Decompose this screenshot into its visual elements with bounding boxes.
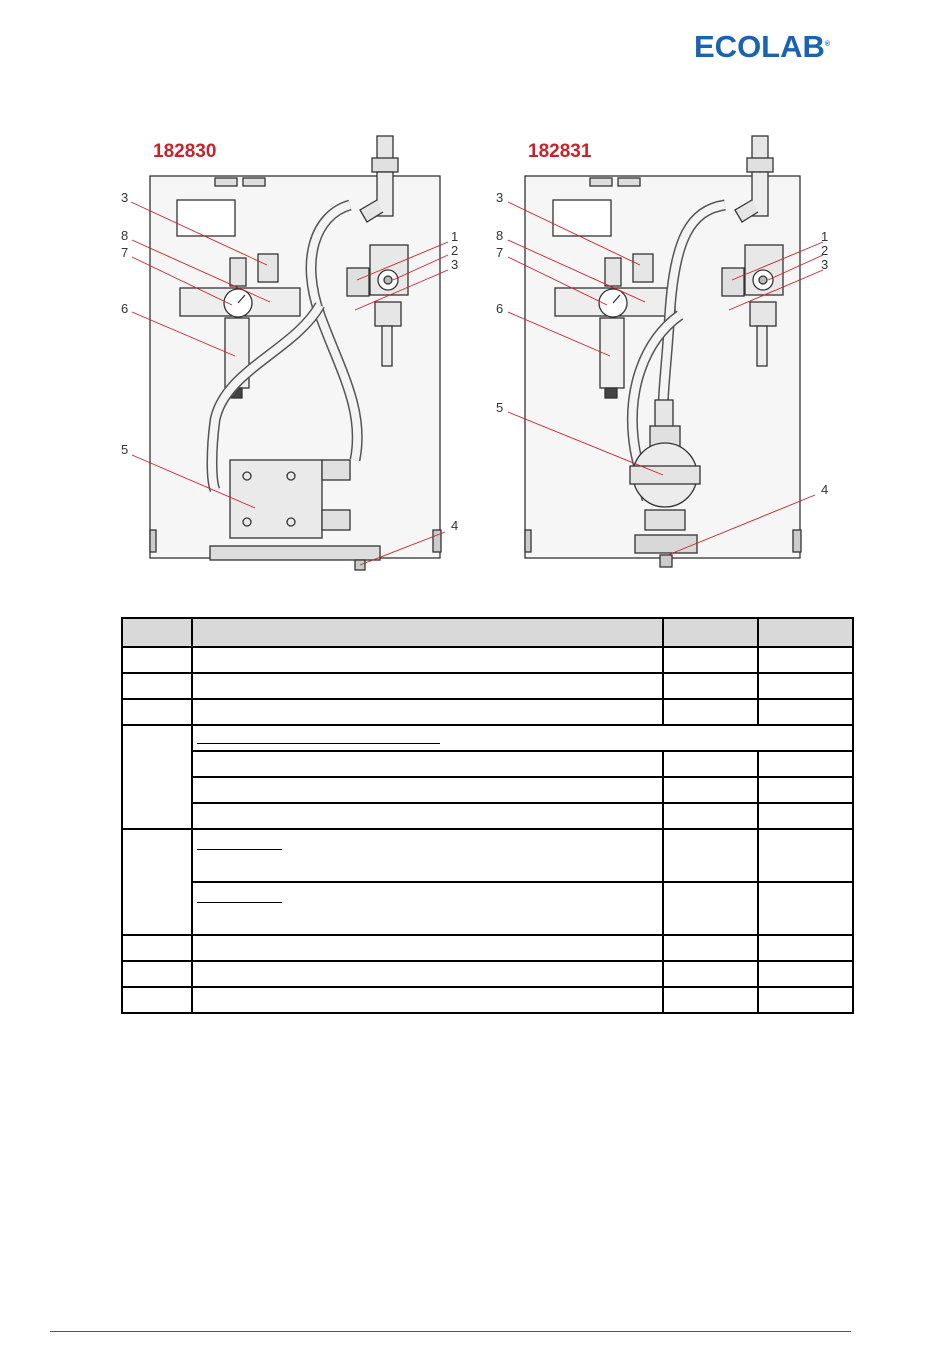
table-cell xyxy=(663,935,758,961)
callout-label: 1 xyxy=(821,229,829,244)
model-number-right: 182831 xyxy=(528,141,592,162)
callout-label: 2 xyxy=(451,243,459,258)
group-heading-cell xyxy=(192,725,853,751)
table-cell xyxy=(663,829,758,882)
table-cell xyxy=(663,961,758,987)
table-cell xyxy=(758,647,853,673)
callout-label: 8 xyxy=(496,228,504,243)
callout-label: 3 xyxy=(121,190,129,205)
table-cell xyxy=(122,829,192,935)
panel-right xyxy=(525,136,801,567)
table-cell xyxy=(758,777,853,803)
parts-table xyxy=(121,617,854,1014)
table-cell xyxy=(758,961,853,987)
table-cell xyxy=(663,803,758,829)
table-cell xyxy=(192,777,663,803)
header-cell xyxy=(122,618,192,647)
header-cell xyxy=(192,618,663,647)
table-cell xyxy=(122,647,192,673)
model-number-left: 182830 xyxy=(153,141,217,162)
callout-label: 2 xyxy=(821,243,829,258)
table-row xyxy=(122,725,853,751)
table-cell xyxy=(122,987,192,1013)
variant-cell xyxy=(192,829,663,882)
header-cell xyxy=(663,618,758,647)
table-row xyxy=(122,882,853,935)
variant-cell xyxy=(192,882,663,935)
panel-left xyxy=(150,136,441,570)
table-cell xyxy=(663,882,758,935)
callout-label: 4 xyxy=(821,482,829,497)
logo-text: ECOLAB xyxy=(694,29,825,64)
table-cell xyxy=(192,961,663,987)
table-cell xyxy=(663,777,758,803)
table-cell xyxy=(192,751,663,777)
table-cell xyxy=(663,751,758,777)
callout-label: 1 xyxy=(451,229,459,244)
callout-label: 5 xyxy=(121,442,129,457)
table-row xyxy=(122,935,853,961)
table-cell xyxy=(192,699,663,725)
table-cell xyxy=(192,803,663,829)
table-row xyxy=(122,961,853,987)
callout-label: 6 xyxy=(121,301,129,316)
callout-label: 7 xyxy=(496,245,504,260)
footer-divider xyxy=(50,1331,851,1332)
table-cell xyxy=(663,647,758,673)
table-cell xyxy=(122,699,192,725)
table-cell xyxy=(758,987,853,1013)
equipment-diagram xyxy=(115,130,855,580)
callout-label: 7 xyxy=(121,245,129,260)
table-cell xyxy=(122,935,192,961)
table-row xyxy=(122,803,853,829)
callout-label: 6 xyxy=(496,301,504,316)
table-row xyxy=(122,699,853,725)
table-cell xyxy=(192,935,663,961)
table-cell xyxy=(758,829,853,882)
table-row xyxy=(122,751,853,777)
table-cell xyxy=(122,961,192,987)
table-cell xyxy=(663,987,758,1013)
table-row xyxy=(122,829,853,882)
table-row xyxy=(122,987,853,1013)
callout-label: 4 xyxy=(451,518,459,533)
callout-label: 3 xyxy=(821,257,829,272)
table-cell xyxy=(663,699,758,725)
table-cell xyxy=(758,699,853,725)
table-row xyxy=(122,673,853,699)
table-cell xyxy=(122,673,192,699)
logo-registered-mark: ® xyxy=(824,41,831,48)
table-row xyxy=(122,777,853,803)
table-cell xyxy=(758,751,853,777)
callout-label: 3 xyxy=(496,190,504,205)
table-cell xyxy=(192,647,663,673)
table-cell xyxy=(758,935,853,961)
table-cell xyxy=(758,673,853,699)
table-cell xyxy=(758,882,853,935)
table-cell xyxy=(122,725,192,829)
callout-label: 8 xyxy=(121,228,129,243)
table-cell xyxy=(192,673,663,699)
table-header-row xyxy=(122,618,853,647)
table-row xyxy=(122,647,853,673)
table-cell xyxy=(663,673,758,699)
table-cell xyxy=(758,803,853,829)
ecolab-logo xyxy=(694,30,846,64)
table-cell xyxy=(192,987,663,1013)
callout-label: 3 xyxy=(451,257,459,272)
callout-label: 5 xyxy=(496,400,504,415)
header-cell xyxy=(758,618,853,647)
